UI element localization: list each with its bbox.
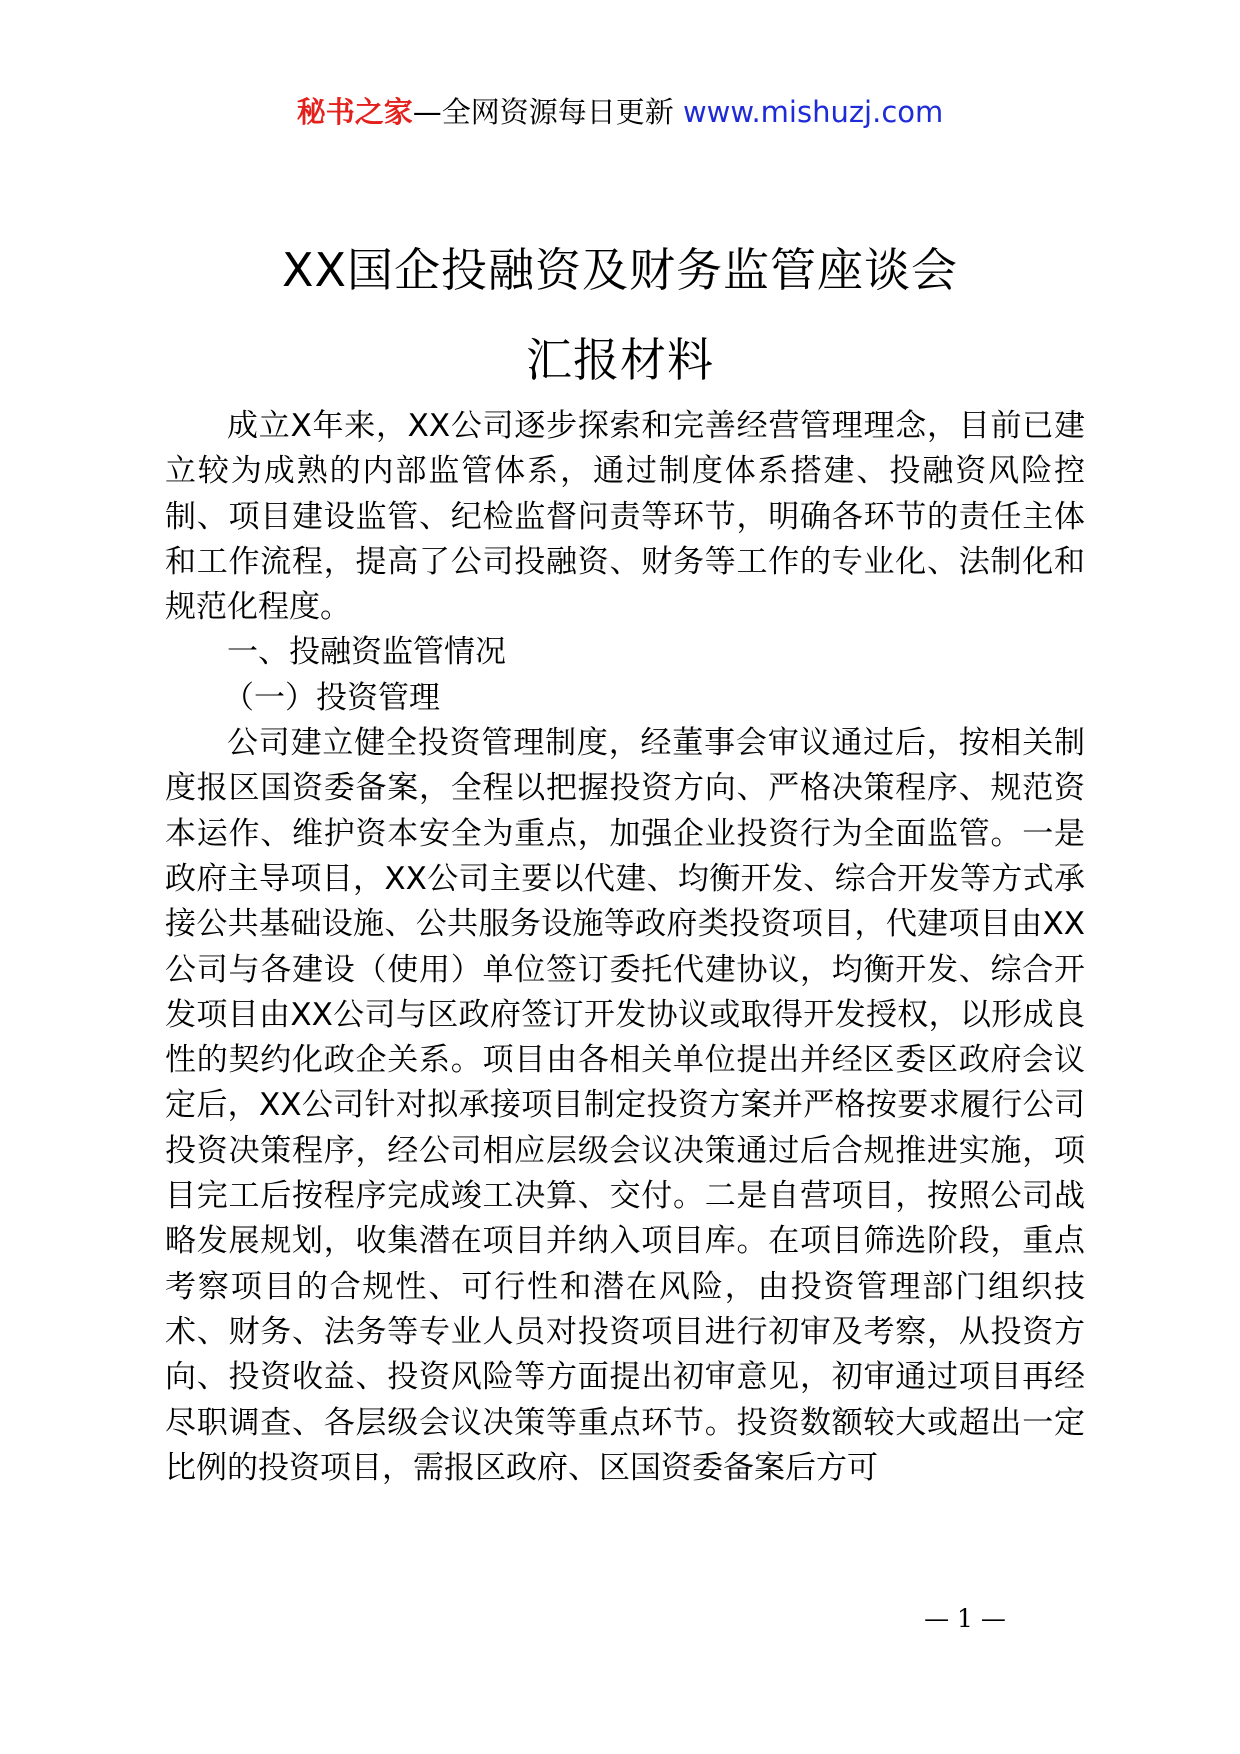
section-heading: 一、投融资监管情况: [227, 634, 506, 671]
page-number: — 1 —: [924, 1604, 1006, 1633]
intro-paragraph: 成立X年来，XX公司逐步探索和完善经营管理理念，目前已建立较为成熟的内部监管体系，通过制度体系搭建、投融资风险控制、项目建设监管、纪检监督问责等环节，明确各环节的责任主体和工作流程，提高了公司投融资、财务等工作的专业化、法制化和规范化程度。: [165, 408, 1085, 626]
site-url[interactable]: www.mishuzj.com: [682, 95, 944, 129]
document-body: [165, 404, 1085, 1491]
subsection-heading: （一）投资管理: [223, 679, 440, 716]
site-header: [0, 92, 1240, 132]
document-title-line-1: XX国企投融资及财务监管座谈会: [281, 243, 959, 297]
site-brand: 秘书之家: [296, 95, 413, 129]
document-title-line-2: 汇报材料: [526, 333, 714, 387]
body-paragraph: 公司建立健全投资管理制度，经董事会审议通过后，按相关制度报区国资委备案，全程以把握投资方向、严格决策程序、规范资本运作、维护资本安全为重点，加强企业投资行为全面监管。一是政府主导项目，XX公司主要以代建、均衡开发、综合开发等方式承接公共基础设施、公共服务设施等政府类投资项目，代建项目由XX公司与各建设（使用）单位签订委托代建协议，均衡开发、综合开发项目由XX公司与区政府签订开发协议或取得开发授权，以形成良性的契约化政企关系。项目由各相关单位提出并经区委区政府会议定后，XX公司针对拟承接项目制定投资方案并严格按要求履行公司投资决策程序，经公司相应层级会议决策通过后合规推进实施，项目完工后按程序完成竣工决算、交付。二是自营项目，按照公司战略发展规划，收集潜在项目并纳入项目库。在项目筛选阶段，重点考察项目的合规性、可行性和潜在风险，由投资管理部门组织技术、财务、法务等专业人员对投资项目进行初审及考察，从投资方向、投资收益、投资风险等方面提出初审意见，初审通过项目再经尽职调查、各层级会议决策等重点环节。投资数额较大或超出一定比例的投资项目，需报区政府、区国资委备案后方可: [165, 725, 1085, 1486]
site-tagline: —全网资源每日更新: [412, 95, 683, 129]
